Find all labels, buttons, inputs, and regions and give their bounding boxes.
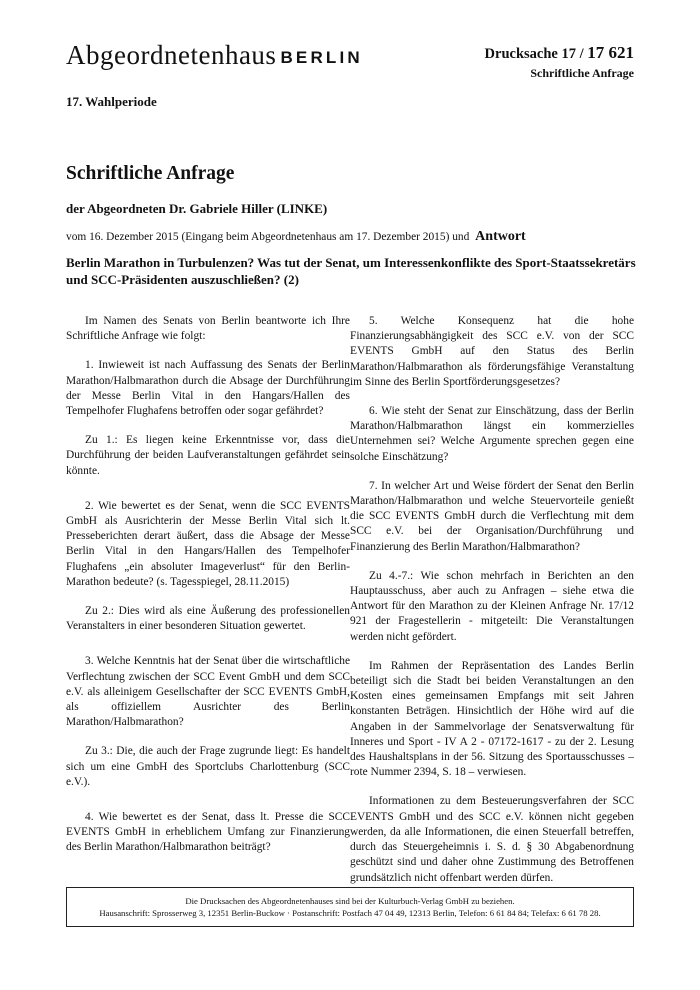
subject-heading: Berlin Marathon in Turbulenzen? Was tut der Senat, um Interessenkonflikte des Sport-Staatssekretärs und SCC-Präsidenten auszuschließen? (2) [66, 255, 636, 287]
date-text: vom 16. Dezember 2015 (Eingang beim Abgeordnetenhaus am 17. Dezember 2015) und [66, 231, 470, 243]
institution-house: Abgeordnetenhaus [66, 40, 277, 70]
answer-label: Antwort [475, 229, 526, 244]
answer: Zu 1.: Es liegen keine Erkenntnisse vor, dass die Durchführung der beiden Laufveranstaltungen gefährdet sein könnte. [66, 434, 350, 477]
question: 2. Wie bewertet es der Senat, wenn die SCC EVENTS GmbH als Ausrichterin der Messe Berlin Vital sich lt. Presseberichten derart äußert, dass die Absage der Messe Berlin Vital in den Hangars/Hallen des Tempelhofer Flughafens „ein absoluter Imageverlust“ für den Berlin-Marathon bedeute? (s. Tagesspiegel, 28.11.2015) [66, 499, 350, 588]
legislative-period: 17. Wahlperiode [66, 94, 157, 109]
answer: Zu 2.: Dies wird als eine Äußerung des professionellen Veranstalters in einer besonderen Situation gewertet. [66, 605, 350, 633]
footer-line-1: Die Drucksachen des Abgeordnetenhauses sind bei der Kulturbuch-Verlag GmbH zu beziehen. [185, 896, 515, 906]
institution-name [66, 40, 363, 73]
answer: Zu 4.-7.: Wie schon mehrfach in Berichten an den Hauptausschuss, aber auch zu Anfragen – siehe etwa die Antwort für den Marathon zu der Kleinen Anfrage Nr. 17/12 921 der Fragestellerin - mitgeteilt: Die Veranstaltungen werden nicht gefördert. [350, 569, 634, 643]
answer: Im Rahmen der Repräsentation des Landes Berlin beteiligt sich die Stadt bei beiden Veranstaltungen an den Kosten eines gemeinsamen Empfangs mit seit Jahren konstanten Beträgen. Hinsichtlich der Höhe wird auf die Angaben in der Sammelvorlage der Senatsverwaltung für Inneres und Sport - IV A 2 - 07172-1617 - zu der 2. Lesung des Haushaltsplans in der 56. Sitzung des Sportausschusses – rote Nummer 2394, S. 18 – verwiesen. [350, 659, 634, 779]
paragraph: Im Namen des Senats von Berlin beantworte ich Ihre Schriftliche Anfrage wie folgt: [66, 315, 350, 343]
question: 4. Wie bewertet es der Senat, dass lt. Presse die SCC EVENTS GmbH in erheblichem Umfang zur Finanzierung des Berlin Marathon/Halbmarathon beiträgt? [66, 811, 350, 854]
date-line [66, 229, 526, 245]
document-number-value: 17 621 [587, 43, 634, 62]
document-number [485, 43, 634, 63]
question: 1. Inwieweit ist nach Auffassung des Senats der Berlin Marathon/Halbmarathon durch die Absage der Durchführung der Messe Berlin Vital in den Hangars/Hallen des Tempelhofer Flughafens betroffen oder sogar gefährdet? [66, 359, 350, 418]
answer: Zu 3.: Die, die auch der Frage zugrunde liegt: Es handelt sich um eine GmbH des Sportclubs Charlottenburg (SCC e.V.). [66, 745, 350, 788]
institution-city: BERLIN [280, 48, 363, 67]
question: 6. Wie steht der Senat zur Einschätzung, dass der Berlin Marathon/Halbmarathon längst ein kommerzielles Unternehmen sei? Welche Argumente sprechen gegen eine solche Einschätzung? [350, 405, 634, 463]
answer: Informationen zu dem Besteuerungsverfahren der SCC EVENTS GmbH und des SCC e.V. können nicht gegeben werden, da alle Informationen, die einen Steuerfall betreffen, durch das Steuergeheimnis i. S. d. § 30 Abgabenordnung geschützt sind und daher ohne Zustimmung des Betroffenen grundsätzlich nicht offenbart werden dürfen. [350, 795, 634, 884]
left-column [66, 314, 350, 870]
footer-line-2: Hausanschrift: Sprosserweg 3, 12351 Berlin-Buckow · Postanschrift: Postfach 47 04 49, 12313 Berlin, Telefon: 6 61 84 84; Telefax: 6 61 78 28. [99, 908, 601, 918]
author-line: der Abgeordneten Dr. Gabriele Hiller (LINKE) [66, 201, 328, 216]
document-title: Schriftliche Anfrage [66, 163, 235, 184]
document-number-prefix: Drucksache 17 / [484, 46, 584, 62]
footer-box [66, 887, 634, 927]
question: 3. Welche Kenntnis hat der Senat über die wirtschaftliche Verflechtung zwischen der SCC Event GmbH und dem SCC e.V. als alleinigem Gesellschafter der SCC EVENTS GmbH, als offiziellem Ausrichter des Berlin Marathon/Halbmarathon? [66, 655, 350, 729]
question: 5. Welche Konsequenz hat die hohe Finanzierungsabhängigkeit des SCC e.V. von der SCC EVENTS GmbH auf den Status des Berlin Marathon/Halbmarathon als förderungsfähige Veranstaltung im Sinne des Berlin Sportförderungsgesetzes? [350, 315, 634, 388]
question: 7. In welcher Art und Weise fördert der Senat den Berlin Marathon/Halbmarathon und welche Steuervorteile genießt die SCC EVENTS GmbH durch die Verflechtung mit dem SCC e.V. bei der Organisation/Durchführung und Finanzierung des Berlin Marathon/Halbmarathon? [350, 479, 634, 553]
document-type: Schriftliche Anfrage [530, 66, 634, 80]
right-column [350, 314, 634, 900]
